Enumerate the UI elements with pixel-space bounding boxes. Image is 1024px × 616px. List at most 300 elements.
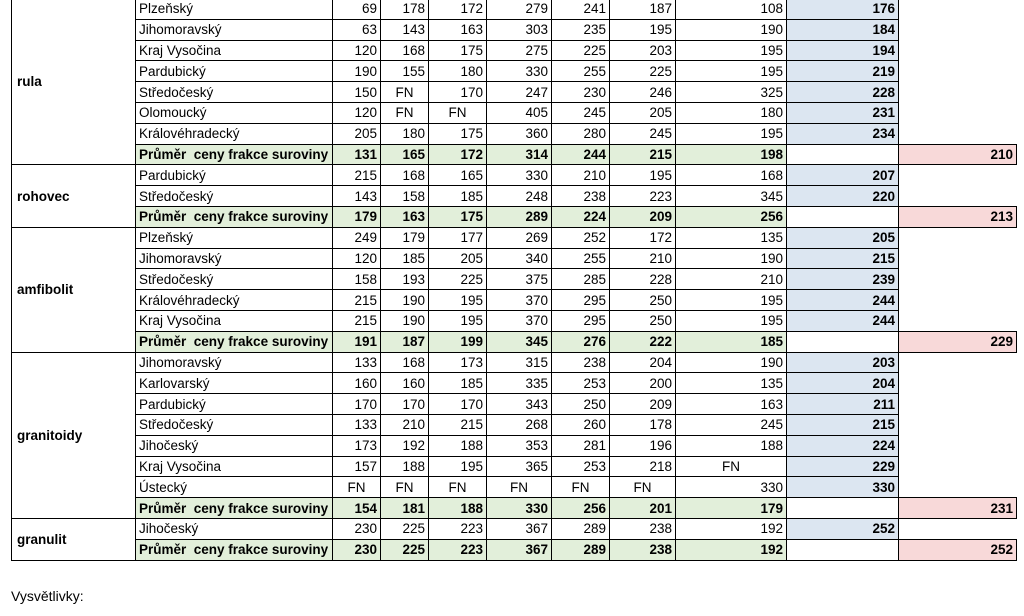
price-cell: FN: [381, 102, 429, 123]
price-cell: 160: [333, 373, 381, 394]
price-cell: 215: [333, 165, 381, 186]
summary-value-cell: 172: [429, 144, 487, 165]
summary-value-cell: 154: [333, 498, 381, 519]
price-cell: 210: [610, 248, 676, 269]
empty-cell: [899, 373, 1017, 394]
summary-value-cell: 199: [429, 331, 487, 352]
summary-value-cell: 289: [487, 206, 552, 227]
price-cell: 249: [333, 227, 381, 248]
summary-row: [12, 144, 1017, 165]
empty-cell: [899, 123, 1017, 144]
price-cell: 163: [676, 394, 787, 415]
rock-type-label: rohovec: [12, 165, 136, 227]
price-cell: 289: [552, 518, 610, 539]
price-cell: 143: [333, 186, 381, 207]
price-cell: FN: [429, 102, 487, 123]
group-total-cell: 229: [899, 331, 1017, 352]
row-average-cell: 231: [787, 102, 899, 123]
price-cell: 170: [429, 394, 487, 415]
price-cell: 245: [610, 123, 676, 144]
rock-type-label: granulit: [12, 518, 136, 560]
price-cell: 69: [333, 0, 381, 19]
region-cell: Středočeský: [136, 186, 333, 207]
region-cell: Středočeský: [136, 82, 333, 103]
summary-value-cell: 367: [487, 539, 552, 560]
table-row: [12, 435, 1017, 456]
region-cell: Královéhradecký: [136, 123, 333, 144]
price-cell: 150: [333, 82, 381, 103]
summary-value-cell: 238: [610, 539, 676, 560]
price-cell: 172: [610, 227, 676, 248]
empty-cell: [899, 269, 1017, 290]
region-cell: Pardubický: [136, 61, 333, 82]
region-cell: Královéhradecký: [136, 290, 333, 311]
summary-value-cell: 175: [429, 206, 487, 227]
summary-value-cell: 181: [381, 498, 429, 519]
summary-value-cell: 179: [333, 206, 381, 227]
price-cell: 133: [333, 352, 381, 373]
row-average-cell: 215: [787, 414, 899, 435]
price-cell: 170: [333, 394, 381, 415]
summary-value-cell: 165: [381, 144, 429, 165]
summary-value-cell: 345: [487, 331, 552, 352]
price-cell: 178: [610, 414, 676, 435]
price-cell: FN: [487, 477, 552, 498]
price-cell: 218: [610, 456, 676, 477]
price-cell: 238: [610, 518, 676, 539]
table-row: [12, 248, 1017, 269]
row-average-cell: 229: [787, 456, 899, 477]
price-cell: 205: [610, 102, 676, 123]
price-cell: 223: [429, 518, 487, 539]
price-cell: 195: [429, 290, 487, 311]
empty-cell: [899, 435, 1017, 456]
row-average-cell: 239: [787, 269, 899, 290]
legend-label: Vysvětlivky:: [11, 588, 84, 604]
summary-value-cell: 225: [381, 539, 429, 560]
price-cell: 280: [552, 123, 610, 144]
price-cell: 223: [610, 186, 676, 207]
table-row: [12, 102, 1017, 123]
summary-value-cell: 314: [487, 144, 552, 165]
empty-cell: [899, 19, 1017, 40]
price-cell: 190: [381, 290, 429, 311]
summary-value-cell: 201: [610, 498, 676, 519]
empty-cell: [899, 186, 1017, 207]
price-cell: 269: [487, 227, 552, 248]
price-cell: 143: [381, 19, 429, 40]
price-cell: 190: [333, 61, 381, 82]
price-cell: 192: [381, 435, 429, 456]
summary-value-cell: 191: [333, 331, 381, 352]
summary-value-cell: 276: [552, 331, 610, 352]
summary-value-cell: 230: [333, 539, 381, 560]
price-cell: FN: [610, 477, 676, 498]
price-cell: 345: [676, 186, 787, 207]
price-cell: 195: [676, 40, 787, 61]
summary-value-cell: 222: [610, 331, 676, 352]
price-cell: FN: [381, 82, 429, 103]
row-average-cell: 203: [787, 352, 899, 373]
price-cell: 247: [487, 82, 552, 103]
price-cell: 250: [610, 290, 676, 311]
price-cell: 215: [333, 310, 381, 331]
row-average-cell: 204: [787, 373, 899, 394]
row-average-cell: 219: [787, 61, 899, 82]
price-cell: 175: [429, 40, 487, 61]
price-cell: 205: [429, 248, 487, 269]
price-cell: 340: [487, 248, 552, 269]
price-cell: 120: [333, 40, 381, 61]
price-cell: 172: [429, 0, 487, 19]
empty-cell: [787, 144, 899, 165]
table-row: [12, 518, 1017, 539]
price-cell: 405: [487, 102, 552, 123]
summary-value-cell: 188: [429, 498, 487, 519]
price-cell: 170: [429, 82, 487, 103]
empty-cell: [899, 414, 1017, 435]
empty-cell: [899, 248, 1017, 269]
empty-cell: [787, 206, 899, 227]
price-cell: 188: [676, 435, 787, 456]
price-cell: 353: [487, 435, 552, 456]
price-cell: 180: [381, 123, 429, 144]
table-row: [12, 477, 1017, 498]
price-cell: 180: [676, 102, 787, 123]
price-cell: 196: [610, 435, 676, 456]
summary-value-cell: 131: [333, 144, 381, 165]
price-cell: 245: [552, 102, 610, 123]
price-cell: 190: [676, 352, 787, 373]
price-cell: 177: [429, 227, 487, 248]
price-cell: 188: [381, 456, 429, 477]
group-total-cell: 213: [899, 206, 1017, 227]
region-cell: Pardubický: [136, 165, 333, 186]
region-cell: Jihočeský: [136, 518, 333, 539]
table-row: [12, 290, 1017, 311]
price-cell: 158: [333, 269, 381, 290]
summary-value-cell: 223: [429, 539, 487, 560]
price-cell: FN: [381, 477, 429, 498]
rock-type-label: granitoidy: [12, 352, 136, 518]
table-row: [12, 19, 1017, 40]
group-total-cell: 210: [899, 144, 1017, 165]
price-cell: 210: [381, 414, 429, 435]
region-cell: Plzeňský: [136, 227, 333, 248]
price-cell: 158: [381, 186, 429, 207]
table-row: [12, 456, 1017, 477]
price-cell: 195: [676, 123, 787, 144]
price-cell: 200: [610, 373, 676, 394]
region-cell: Pardubický: [136, 394, 333, 415]
price-cell: 168: [381, 352, 429, 373]
price-cell: 295: [552, 290, 610, 311]
price-cell: 192: [676, 518, 787, 539]
price-cell: 330: [676, 477, 787, 498]
price-cell: 185: [429, 186, 487, 207]
price-cell: 260: [552, 414, 610, 435]
summary-value-cell: 215: [610, 144, 676, 165]
price-cell: 370: [487, 310, 552, 331]
price-cell: 330: [487, 165, 552, 186]
empty-cell: [899, 456, 1017, 477]
price-cell: FN: [552, 477, 610, 498]
region-cell: Středočeský: [136, 269, 333, 290]
empty-cell: [787, 539, 899, 560]
summary-row: [12, 206, 1017, 227]
region-cell: Jihomoravský: [136, 19, 333, 40]
price-cell: 170: [381, 394, 429, 415]
summary-value-cell: 244: [552, 144, 610, 165]
price-cell: 245: [676, 414, 787, 435]
empty-cell: [899, 0, 1017, 19]
table-row: [12, 40, 1017, 61]
price-cell: 185: [429, 373, 487, 394]
price-cell: 204: [610, 352, 676, 373]
summary-row: [12, 498, 1017, 519]
price-cell: 375: [487, 269, 552, 290]
summary-row: [12, 331, 1017, 352]
price-cell: 215: [333, 290, 381, 311]
price-cell: 163: [429, 19, 487, 40]
price-cell: 241: [552, 0, 610, 19]
summary-value-cell: 209: [610, 206, 676, 227]
row-average-cell: 211: [787, 394, 899, 415]
price-cell: 230: [333, 518, 381, 539]
table-row: [12, 123, 1017, 144]
price-cell: 315: [487, 352, 552, 373]
price-cell: 275: [487, 40, 552, 61]
price-cell: 215: [429, 414, 487, 435]
price-cell: 195: [429, 310, 487, 331]
table-body: [12, 0, 1017, 560]
price-cell: 225: [610, 61, 676, 82]
price-cell: 195: [676, 290, 787, 311]
price-cell: 173: [333, 435, 381, 456]
row-average-cell: 234: [787, 123, 899, 144]
price-cell: 279: [487, 0, 552, 19]
row-average-cell: 244: [787, 290, 899, 311]
price-cell: 235: [552, 19, 610, 40]
price-cell: 180: [429, 61, 487, 82]
table-row: [12, 165, 1017, 186]
price-cell: 365: [487, 456, 552, 477]
price-cell: 133: [333, 414, 381, 435]
price-cell: 253: [552, 456, 610, 477]
price-cell: 108: [676, 0, 787, 19]
price-cell: 155: [381, 61, 429, 82]
region-cell: Jihočeský: [136, 435, 333, 456]
summary-value-cell: 330: [487, 498, 552, 519]
region-cell: Kraj Vysočina: [136, 310, 333, 331]
summary-label: Průměr ceny frakce suroviny: [136, 498, 333, 519]
row-average-cell: 176: [787, 0, 899, 19]
price-cell: 225: [429, 269, 487, 290]
empty-cell: [787, 331, 899, 352]
table-row: [12, 186, 1017, 207]
empty-cell: [899, 394, 1017, 415]
summary-value-cell: 179: [676, 498, 787, 519]
price-cell: 238: [552, 186, 610, 207]
summary-value-cell: 198: [676, 144, 787, 165]
empty-cell: [899, 82, 1017, 103]
summary-label: Průměr ceny frakce suroviny: [136, 331, 333, 352]
summary-value-cell: 187: [381, 331, 429, 352]
empty-cell: [899, 40, 1017, 61]
region-cell: Kraj Vysočina: [136, 456, 333, 477]
price-cell: 178: [381, 0, 429, 19]
region-cell: Olomoucký: [136, 102, 333, 123]
table-row: [12, 82, 1017, 103]
price-cell: 190: [381, 310, 429, 331]
summary-value-cell: 224: [552, 206, 610, 227]
region-cell: Jihomoravský: [136, 352, 333, 373]
summary-value-cell: 192: [676, 539, 787, 560]
row-average-cell: 215: [787, 248, 899, 269]
price-cell: 173: [429, 352, 487, 373]
price-cell: 252: [552, 227, 610, 248]
price-cell: 285: [552, 269, 610, 290]
empty-cell: [899, 352, 1017, 373]
price-cell: 238: [552, 352, 610, 373]
region-cell: Karlovarský: [136, 373, 333, 394]
price-cell: 188: [429, 435, 487, 456]
price-cell: 255: [552, 61, 610, 82]
price-cell: 185: [381, 248, 429, 269]
price-cell: 325: [676, 82, 787, 103]
row-average-cell: 252: [787, 518, 899, 539]
region-cell: Jihomoravský: [136, 248, 333, 269]
row-average-cell: 228: [787, 82, 899, 103]
row-average-cell: 207: [787, 165, 899, 186]
row-average-cell: 330: [787, 477, 899, 498]
price-cell: 225: [552, 40, 610, 61]
price-cell: 135: [676, 373, 787, 394]
rock-type-label: amfibolit: [12, 227, 136, 352]
price-cell: 343: [487, 394, 552, 415]
price-cell: 209: [610, 394, 676, 415]
price-cell: FN: [429, 477, 487, 498]
price-cell: 370: [487, 290, 552, 311]
row-average-cell: 224: [787, 435, 899, 456]
price-cell: 195: [610, 165, 676, 186]
price-cell: 295: [552, 310, 610, 331]
empty-cell: [899, 102, 1017, 123]
price-cell: 330: [487, 61, 552, 82]
row-average-cell: 205: [787, 227, 899, 248]
price-cell: 165: [429, 165, 487, 186]
region-cell: Středočeský: [136, 414, 333, 435]
price-cell: 168: [381, 40, 429, 61]
empty-cell: [899, 165, 1017, 186]
region-cell: Plzeňský: [136, 0, 333, 19]
table-row: [12, 394, 1017, 415]
price-cell: 179: [381, 227, 429, 248]
price-cell: 335: [487, 373, 552, 394]
summary-row: [12, 539, 1017, 560]
empty-cell: [899, 227, 1017, 248]
price-cell: FN: [333, 477, 381, 498]
price-cell: 250: [610, 310, 676, 331]
summary-value-cell: 289: [552, 539, 610, 560]
price-cell: 225: [381, 518, 429, 539]
summary-label: Průměr ceny frakce suroviny: [136, 144, 333, 165]
empty-cell: [899, 310, 1017, 331]
summary-value-cell: 185: [676, 331, 787, 352]
price-cell: 135: [676, 227, 787, 248]
group-total-cell: 252: [899, 539, 1017, 560]
price-cell: 360: [487, 123, 552, 144]
row-average-cell: 244: [787, 310, 899, 331]
price-cell: 228: [610, 269, 676, 290]
price-cell: 250: [552, 394, 610, 415]
table-row: [12, 227, 1017, 248]
table-row: [12, 373, 1017, 394]
empty-cell: [787, 498, 899, 519]
price-cell: 303: [487, 19, 552, 40]
rock-type-label: rula: [12, 0, 136, 165]
table-row: [12, 0, 1017, 19]
price-cell: 195: [429, 456, 487, 477]
price-cell: 120: [333, 102, 381, 123]
price-cell: 193: [381, 269, 429, 290]
price-cell: 190: [676, 248, 787, 269]
group-total-cell: 231: [899, 498, 1017, 519]
table-row: [12, 310, 1017, 331]
region-cell: Ústecký: [136, 477, 333, 498]
price-cell: 195: [610, 19, 676, 40]
price-cell: FN: [676, 456, 787, 477]
price-cell: 168: [676, 165, 787, 186]
price-cell: 120: [333, 248, 381, 269]
price-cell: 157: [333, 456, 381, 477]
empty-cell: [899, 518, 1017, 539]
summary-value-cell: 256: [552, 498, 610, 519]
row-average-cell: 184: [787, 19, 899, 40]
price-cell: 63: [333, 19, 381, 40]
region-cell: Kraj Vysočina: [136, 40, 333, 61]
price-cell: 246: [610, 82, 676, 103]
table-row: [12, 352, 1017, 373]
price-cell: 210: [552, 165, 610, 186]
price-cell: 253: [552, 373, 610, 394]
summary-label: Průměr ceny frakce suroviny: [136, 206, 333, 227]
price-cell: 203: [610, 40, 676, 61]
summary-label: Průměr ceny frakce suroviny: [136, 539, 333, 560]
row-average-cell: 220: [787, 186, 899, 207]
price-cell: 210: [676, 269, 787, 290]
empty-cell: [899, 61, 1017, 82]
table-row: [12, 61, 1017, 82]
table-row: [12, 269, 1017, 290]
price-cell: 281: [552, 435, 610, 456]
price-cell: 195: [676, 61, 787, 82]
summary-value-cell: 256: [676, 206, 787, 227]
empty-cell: [899, 477, 1017, 498]
price-cell: 175: [429, 123, 487, 144]
price-cell: 195: [676, 310, 787, 331]
row-average-cell: 194: [787, 40, 899, 61]
price-cell: 168: [381, 165, 429, 186]
price-cell: 205: [333, 123, 381, 144]
price-cell: 367: [487, 518, 552, 539]
price-cell: 255: [552, 248, 610, 269]
price-cell: 248: [487, 186, 552, 207]
price-cell: 187: [610, 0, 676, 19]
summary-value-cell: 163: [381, 206, 429, 227]
price-cell: 160: [381, 373, 429, 394]
table-row: [12, 414, 1017, 435]
